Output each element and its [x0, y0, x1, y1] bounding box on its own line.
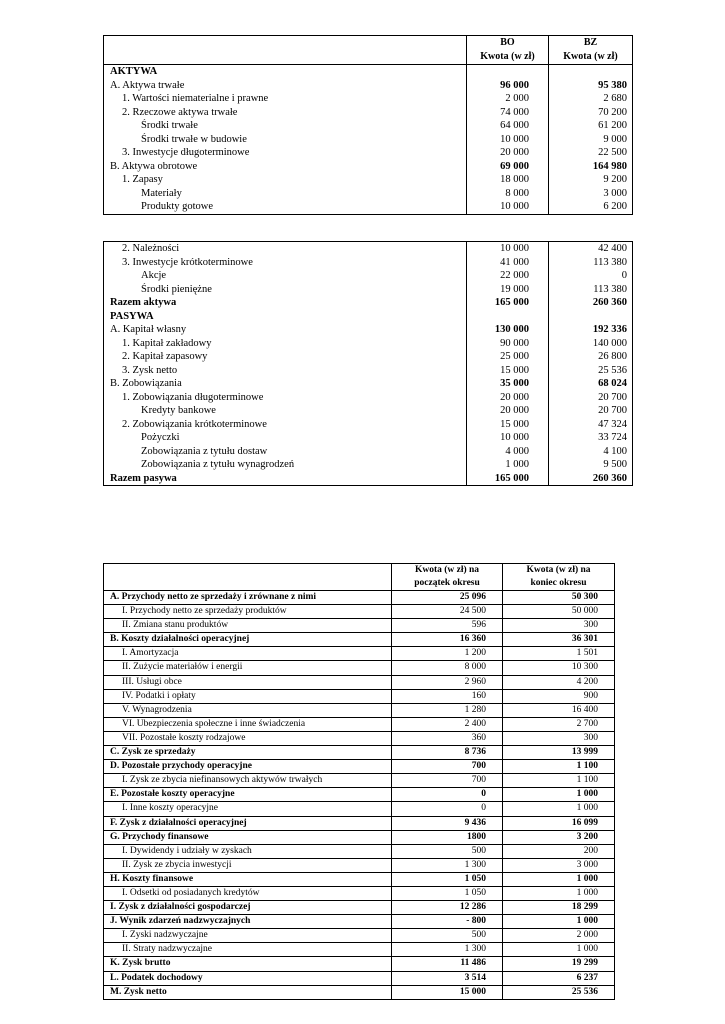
income-row — [104, 703, 615, 717]
income-value-start: 2 960 — [392, 675, 503, 689]
income-label: I. Zyski nadzwyczajne — [104, 929, 392, 943]
income-label: II. Straty nadzwyczajne — [104, 943, 392, 957]
income-value-end: 1 000 — [503, 915, 615, 929]
income-row — [104, 929, 615, 943]
value-bo — [467, 65, 549, 79]
income-value-end: 19 299 — [503, 957, 615, 971]
value-bo: 20 000 — [467, 391, 549, 405]
row-label: Środki trwałe — [104, 119, 467, 133]
income-row — [104, 689, 615, 703]
income-label: D. Pozostałe przychody operacyjne — [104, 760, 392, 774]
income-label: IV. Podatki i opłaty — [104, 689, 392, 703]
row-label: Akcje — [104, 269, 467, 283]
value-bz: 113 380 — [593, 283, 627, 295]
income-value-end: 1 000 — [503, 872, 615, 886]
income-value-end: 2 700 — [503, 717, 615, 731]
row-label: Kredyty bankowe — [104, 404, 467, 418]
income-value-start: 1 050 — [392, 872, 503, 886]
value-bz: 9 000 — [603, 133, 627, 145]
income-value-end: 13 999 — [503, 746, 615, 760]
value-bo: 15 000 — [467, 418, 549, 432]
value-bz: 22 500 — [598, 147, 627, 158]
value-bz — [549, 310, 633, 324]
row-label: B. Aktywa obrotowe — [104, 160, 467, 174]
income-label: II. Zużycie materiałów i energii — [104, 661, 392, 675]
value-bz: 192 336 — [592, 324, 627, 335]
balance-row — [104, 404, 633, 418]
income-value-end: 6 237 — [503, 971, 615, 985]
income-row — [104, 971, 615, 985]
balance-row — [104, 472, 633, 486]
income-value-start: 12 286 — [392, 901, 503, 915]
income-value-end: 1 000 — [503, 943, 615, 957]
balance-row — [104, 133, 633, 147]
value-bz: 164 980 — [592, 160, 627, 172]
balance-row — [104, 106, 633, 120]
income-label: VII. Pozostałe koszty rodzajowe — [104, 731, 392, 745]
balance-row — [104, 187, 633, 201]
income-value-start: 1 050 — [392, 886, 503, 900]
balance-row — [104, 269, 633, 283]
income-value-start: 360 — [392, 731, 503, 745]
balance-row — [104, 160, 633, 174]
income-label: F. Zysk z działalności operacyjnej — [104, 816, 392, 830]
income-row — [104, 731, 615, 745]
income-value-end: 3 000 — [503, 858, 615, 872]
row-label: 1. Zapasy — [104, 173, 467, 187]
income-value-start: 3 514 — [392, 971, 503, 985]
income-value-end: 25 536 — [503, 985, 615, 999]
income-label: I. Odsetki od posiadanych kredytów — [104, 886, 392, 900]
income-label: II. Zmiana stanu produktów — [104, 619, 392, 633]
value-bz: 9 200 — [603, 174, 627, 185]
value-bz: 33 724 — [598, 432, 627, 443]
value-bo: 165 000 — [467, 472, 549, 486]
income-label: I. Dywidendy i udziały w zyskach — [104, 844, 392, 858]
value-bo: 96 000 — [467, 79, 549, 93]
value-bo: 69 000 — [467, 160, 549, 174]
income-value-start: 1 280 — [392, 703, 503, 717]
income-value-start: 1 300 — [392, 943, 503, 957]
income-header-end — [503, 564, 615, 591]
income-value-start: 0 — [392, 788, 503, 802]
value-bz: 61 200 — [598, 120, 627, 131]
balance-row — [104, 173, 633, 187]
balance-row — [104, 323, 633, 337]
balance-row — [104, 377, 633, 391]
income-value-end: 300 — [503, 731, 615, 745]
income-label: E. Pozostałe koszty operacyjne — [104, 788, 392, 802]
value-bo — [467, 310, 549, 324]
balance-row — [104, 337, 633, 351]
income-header-row — [104, 564, 615, 591]
value-bo: 35 000 — [467, 377, 549, 391]
income-label: I. Inne koszty operacyjne — [104, 802, 392, 816]
balance-row — [104, 364, 633, 378]
value-bo: 18 000 — [467, 173, 549, 187]
value-bo: 20 000 — [467, 146, 549, 160]
income-row — [104, 774, 615, 788]
income-row — [104, 717, 615, 731]
income-row — [104, 591, 615, 605]
value-bo: 10 000 — [467, 200, 549, 214]
income-label: I. Zysk ze zbycia niefinansowych aktywów trwałych — [104, 774, 392, 788]
income-value-start: 700 — [392, 774, 503, 788]
income-label: K. Zysk brutto — [104, 957, 392, 971]
row-label: 1. Wartości niematerialne i prawne — [104, 92, 467, 106]
income-row — [104, 647, 615, 661]
row-label: 2. Zobowiązania krótkoterminowe — [104, 418, 467, 432]
balance-row — [104, 296, 633, 310]
row-label: Pożyczki — [104, 431, 467, 445]
income-value-end: 300 — [503, 619, 615, 633]
row-label: B. Zobowiązania — [104, 377, 467, 391]
income-label: A. Przychody netto ze sprzedaży i zrównane z nimi — [104, 591, 392, 605]
balance-row — [104, 391, 633, 405]
value-bz: 47 324 — [598, 418, 627, 430]
value-bo: 22 000 — [467, 269, 549, 283]
value-bz: 68 024 — [598, 378, 627, 389]
value-bz — [549, 65, 633, 79]
income-value-start: 16 360 — [392, 633, 503, 647]
balance-row — [104, 256, 633, 270]
row-label: A. Kapitał własny — [104, 323, 467, 337]
value-bo: 130 000 — [467, 323, 549, 337]
value-bo: 8 000 — [467, 187, 549, 201]
income-value-end: 16 099 — [503, 816, 615, 830]
value-bz: 6 200 — [603, 201, 627, 212]
income-value-end: 50 000 — [503, 605, 615, 619]
income-row — [104, 858, 615, 872]
balance-row — [104, 431, 633, 445]
balance-row — [104, 283, 633, 297]
income-label: V. Wynagrodzenia — [104, 703, 392, 717]
income-value-start: 11 486 — [392, 957, 503, 971]
income-row — [104, 915, 615, 929]
income-value-end: 50 300 — [503, 591, 615, 605]
value-bz: 70 200 — [598, 106, 627, 118]
income-value-end: 1 100 — [503, 760, 615, 774]
row-label: 2. Rzeczowe aktywa trwałe — [104, 106, 467, 120]
income-value-start: - 800 — [392, 915, 503, 929]
income-value-start: 500 — [392, 929, 503, 943]
income-label: J. Wynik zdarzeń nadzwyczajnych — [104, 915, 392, 929]
row-label: 3. Zysk netto — [104, 364, 467, 378]
value-bz: 2 680 — [603, 93, 627, 104]
balance-row — [104, 79, 633, 93]
income-value-start: 8 000 — [392, 661, 503, 675]
income-value-end: 1 100 — [503, 774, 615, 788]
income-label: C. Zysk ze sprzedaży — [104, 746, 392, 760]
income-row — [104, 760, 615, 774]
balance-row — [104, 92, 633, 106]
value-bz: 113 380 — [593, 256, 627, 268]
header-bo-unit: Kwota (w zł) — [480, 51, 535, 62]
balance-row — [104, 350, 633, 364]
income-value-start: 1 300 — [392, 858, 503, 872]
balance-header-row — [104, 36, 633, 65]
income-value-start: 0 — [392, 802, 503, 816]
balance-row — [104, 119, 633, 133]
income-value-end: 18 299 — [503, 901, 615, 915]
row-label: Zobowiązania z tytułu dostaw — [104, 445, 467, 459]
header-bo — [467, 36, 549, 65]
value-bo: 20 000 — [467, 404, 549, 418]
income-label: G. Przychody finansowe — [104, 830, 392, 844]
balance-row — [104, 445, 633, 459]
income-header-start-line2: początek okresu — [414, 578, 480, 588]
row-label: Razem aktywa — [104, 296, 467, 310]
income-header-end-line2: koniec okresu — [530, 578, 587, 588]
income-value-end: 10 300 — [503, 661, 615, 675]
row-label: Środki trwałe w budowie — [104, 133, 467, 147]
value-bz: 4 100 — [603, 445, 627, 457]
balance-row — [104, 310, 633, 324]
row-label: 2. Należności — [104, 242, 467, 256]
balance-row — [104, 242, 633, 256]
income-row — [104, 985, 615, 999]
income-value-start: 25 096 — [392, 591, 503, 605]
income-row — [104, 605, 615, 619]
income-header-start — [392, 564, 503, 591]
row-label: 2. Kapitał zapasowy — [104, 350, 467, 364]
value-bo: 19 000 — [467, 283, 549, 297]
income-value-start: 2 400 — [392, 717, 503, 731]
value-bz: 140 000 — [592, 337, 627, 349]
value-bz: 9 500 — [603, 459, 627, 470]
income-header-start-line1: Kwota (w zł) na — [414, 565, 480, 575]
balance-row — [104, 146, 633, 160]
income-statement-table — [103, 563, 615, 1000]
income-value-end: 16 400 — [503, 703, 615, 717]
income-label: III. Usługi obce — [104, 675, 392, 689]
value-bo: 74 000 — [467, 106, 549, 120]
income-row — [104, 886, 615, 900]
income-label: L. Podatek dochodowy — [104, 971, 392, 985]
income-value-start: 24 500 — [392, 605, 503, 619]
balance-row — [104, 65, 633, 79]
value-bo: 25 000 — [467, 350, 549, 364]
income-value-start: 160 — [392, 689, 503, 703]
row-label: Zobowiązania z tytułu wynagrodzeń — [104, 458, 467, 472]
income-value-start: 8 736 — [392, 746, 503, 760]
income-value-end: 4 200 — [503, 675, 615, 689]
value-bo: 90 000 — [467, 337, 549, 351]
value-bz: 25 536 — [598, 364, 627, 376]
income-value-end: 1 000 — [503, 886, 615, 900]
value-bo: 64 000 — [467, 119, 549, 133]
balance-row — [104, 200, 633, 214]
income-label: H. Koszty finansowe — [104, 872, 392, 886]
row-label: A. Aktywa trwałe — [104, 79, 467, 93]
value-bo: 10 000 — [467, 431, 549, 445]
income-header-blank — [104, 564, 392, 591]
row-label: PASYWA — [104, 310, 467, 324]
value-bo: 1 000 — [467, 458, 549, 472]
income-value-start: 596 — [392, 619, 503, 633]
income-row — [104, 802, 615, 816]
value-bz: 95 380 — [598, 79, 627, 91]
row-label: 3. Inwestycje krótkoterminowe — [104, 256, 467, 270]
balance-row — [104, 458, 633, 472]
value-bz: 0 — [621, 270, 627, 281]
income-value-start: 1800 — [392, 830, 503, 844]
balance-row — [104, 418, 633, 432]
header-bo-code: BO — [500, 37, 515, 48]
income-value-end: 900 — [503, 689, 615, 703]
value-bz: 20 700 — [598, 391, 627, 403]
row-label: 3. Inwestycje długoterminowe — [104, 146, 467, 160]
value-bo: 165 000 — [467, 296, 549, 310]
income-row — [104, 633, 615, 647]
value-bo: 41 000 — [467, 256, 549, 270]
value-bz: 260 360 — [592, 472, 627, 484]
income-label: VI. Ubezpieczenia społeczne i inne świadczenia — [104, 717, 392, 731]
income-row — [104, 746, 615, 760]
income-header-end-line1: Kwota (w zł) na — [526, 565, 591, 575]
income-row — [104, 943, 615, 957]
income-value-end: 3 200 — [503, 830, 615, 844]
value-bz: 3 000 — [603, 187, 627, 199]
income-value-end: 1 501 — [503, 647, 615, 661]
income-row — [104, 957, 615, 971]
value-bz: 20 700 — [598, 405, 627, 416]
income-row — [104, 844, 615, 858]
row-label: 1. Kapitał zakładowy — [104, 337, 467, 351]
income-value-end: 1 000 — [503, 788, 615, 802]
balance-sheet-table-part2 — [103, 241, 633, 486]
value-bo: 10 000 — [467, 242, 549, 256]
value-bz: 42 400 — [598, 243, 627, 254]
income-label: I. Przychody netto ze sprzedaży produktów — [104, 605, 392, 619]
income-value-end: 36 301 — [503, 633, 615, 647]
income-label: II. Zysk ze zbycia inwestycji — [104, 858, 392, 872]
income-row — [104, 901, 615, 915]
row-label: Razem pasywa — [104, 472, 467, 486]
value-bo: 10 000 — [467, 133, 549, 147]
income-value-start: 15 000 — [392, 985, 503, 999]
income-row — [104, 830, 615, 844]
income-row — [104, 661, 615, 675]
row-label: 1. Zobowiązania długoterminowe — [104, 391, 467, 405]
row-label: AKTYWA — [104, 65, 467, 79]
income-row — [104, 619, 615, 633]
row-label: Produkty gotowe — [104, 200, 467, 214]
header-bz — [549, 36, 633, 65]
income-value-start: 500 — [392, 844, 503, 858]
income-label: B. Koszty działalności operacyjnej — [104, 633, 392, 647]
income-label: I. Amortyzacja — [104, 647, 392, 661]
value-bz: 26 800 — [598, 351, 627, 362]
value-bo: 15 000 — [467, 364, 549, 378]
income-value-start: 700 — [392, 760, 503, 774]
income-value-end: 1 000 — [503, 802, 615, 816]
header-bz-code: BZ — [583, 37, 598, 48]
header-blank — [104, 36, 467, 65]
income-row — [104, 675, 615, 689]
income-value-end: 2 000 — [503, 929, 615, 943]
income-label: I. Zysk z działalności gospodarczej — [104, 901, 392, 915]
income-row — [104, 816, 615, 830]
row-label: Materiały — [104, 187, 467, 201]
value-bo: 4 000 — [467, 445, 549, 459]
income-value-start: 9 436 — [392, 816, 503, 830]
balance-sheet-table-part1 — [103, 35, 633, 215]
income-value-start: 1 200 — [392, 647, 503, 661]
income-label: M. Zysk netto — [104, 985, 392, 999]
income-row — [104, 788, 615, 802]
income-value-end: 200 — [503, 844, 615, 858]
header-bz-unit: Kwota (w zł) — [563, 51, 618, 62]
row-label: Środki pieniężne — [104, 283, 467, 297]
value-bz: 260 360 — [592, 297, 627, 308]
value-bo: 2 000 — [467, 92, 549, 106]
income-row — [104, 872, 615, 886]
